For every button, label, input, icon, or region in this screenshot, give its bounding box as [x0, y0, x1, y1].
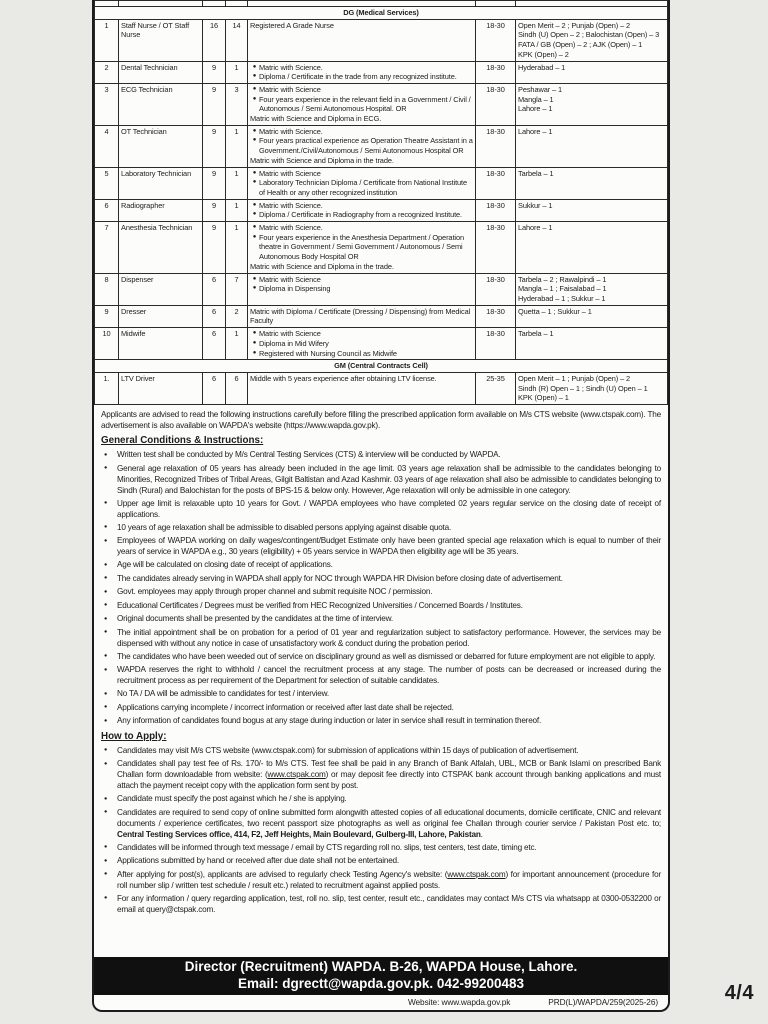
table-row [95, 61, 668, 83]
qualification-text: Matric with Science. [259, 126, 323, 136]
bullet-icon: ● [104, 602, 108, 609]
qualification-line [250, 275, 473, 285]
quota-line: Peshawar – 1 [518, 84, 562, 94]
instruction-item [104, 793, 661, 805]
qualification-text: Matric with Science. [259, 223, 323, 233]
qualification-line [250, 178, 473, 197]
bps-cell: 16 [203, 19, 226, 61]
instruction-item [104, 664, 661, 686]
advertisement-container [92, 0, 670, 1012]
qualification-cell [248, 125, 476, 167]
bullet-icon: ● [104, 561, 108, 568]
bullet-icon: ● [104, 575, 108, 582]
age-cell: 18-30 [476, 83, 516, 125]
qualification-cell [248, 61, 476, 83]
bullet-icon: ● [252, 201, 257, 208]
general-conditions-list [94, 449, 668, 729]
posts-cell: 2 [226, 305, 248, 327]
table-row [95, 199, 668, 221]
quota-line: Hyderabad – 1 ; Sukkur – 1 [518, 293, 606, 303]
qualification-line [250, 63, 473, 73]
table-section-header: DG (Medical Services) [95, 7, 668, 20]
instruction-item [104, 842, 661, 854]
qualification-line [250, 85, 473, 95]
qualification-text: Matric with Science [259, 84, 321, 94]
bullet-icon: ● [252, 275, 257, 282]
qualification-line [250, 339, 473, 349]
qualification-text: Matric with Science and Diploma in the trade. [250, 155, 394, 165]
sr-cell: 7 [95, 222, 119, 274]
quota-cell [516, 199, 668, 221]
table-section-header-row [95, 360, 668, 373]
quota-line: Tarbela – 1 [518, 329, 554, 339]
quota-line: Mangla – 1 [518, 94, 554, 104]
bullet-icon: ● [252, 179, 257, 186]
qualification-text: Matric with Science. [259, 200, 323, 210]
qualification-cell [248, 372, 476, 404]
qualification-cell [248, 83, 476, 125]
posts-cell: 3 [226, 83, 248, 125]
footer-website: Website: www.wapda.gov.pk [407, 997, 511, 1007]
footer-bar [94, 957, 668, 995]
bullet-icon: ● [104, 871, 108, 878]
quota-line: KPK (Open) – 2 [518, 49, 569, 59]
quota-cell [516, 167, 668, 199]
bullet-icon: ● [252, 137, 257, 144]
age-cell: 18-30 [476, 222, 516, 274]
instruction-item [104, 449, 661, 461]
qualification-text: Middle with 5 years experience after obtaining LTV license. [250, 373, 437, 383]
instruction-item [104, 688, 661, 700]
instruction-text: Applications carrying incomplete / incorrect information or received after last date shall be rejected. [117, 702, 454, 712]
instruction-text: No TA / DA will be admissible to candidates for test / interview. [117, 689, 329, 699]
bullet-icon: ● [252, 330, 257, 337]
instruction-text: Candidates may visit M/s CTS website (www.ctspak.com) for submission of applications within 15 days of publication of advertisement. [117, 745, 579, 755]
instruction-item [104, 893, 661, 915]
qualification-cell [248, 19, 476, 61]
how-to-apply-heading: How to Apply: [101, 730, 167, 742]
qualification-text: Matric with Science. [259, 62, 323, 72]
post-cell: Midwife [119, 328, 203, 360]
post-cell: Dispenser [119, 273, 203, 305]
how-to-apply-list [94, 745, 668, 917]
qualification-cell [248, 167, 476, 199]
qualification-text: Matric with Science [259, 274, 321, 284]
instruction-item [104, 745, 661, 757]
general-conditions-heading: General Conditions & Instructions: [101, 435, 264, 447]
age-cell: 18-30 [476, 199, 516, 221]
bullet-icon: ● [104, 588, 108, 595]
instruction-text: General age relaxation of 05 years has already been included in the age limit. 03 years age relaxation shall be admissible to the candidates belonging to Minorities, Recognized Tribes of Tribal Areas, Gilgit Baltistan and Azad Kashmir. 03 years of age relaxation shall also be admissible to candidates belonging to Sindh (Rural) and Balochistan for the posts of BPS-15 & below only. However, Age relaxation will only be admissible in one category. [117, 463, 661, 495]
qualification-line [250, 21, 473, 31]
instruction-item [104, 869, 661, 891]
qualification-text: Four years practical experience as Operation Theatre Assistant in a Government./Civil/Autonomous / Semi Autonomous Hospital OR [259, 136, 473, 156]
bullet-icon: ● [252, 285, 257, 292]
instruction-text: Govt. employees may apply through proper channel and submit requisite NOC / permission. [117, 587, 433, 597]
qualification-text: Matric with Science [259, 168, 321, 178]
quota-line: Quetta – 1 ; Sukkur – 1 [518, 306, 592, 316]
quota-line: Mangla – 1 ; Faisalabad – 1 [518, 284, 607, 294]
post-cell: Anesthesia Technician [119, 222, 203, 274]
page-number: 4/4 [724, 982, 754, 1004]
quota-cell [516, 273, 668, 305]
bullet-icon: ● [104, 717, 108, 724]
instruction-text: Candidates will be informed through text message / email by CTS regarding roll no. slips, test centers, test date, timing etc. [117, 842, 537, 852]
bullet-icon: ● [104, 666, 108, 673]
instruction-text: WAPDA reserves the right to withhold / cancel the recruitment process at any stage. The number of posts can be decreased or increased during the recruitment process as per requirement of the Department for selection of suitable candidates. [117, 665, 661, 686]
sr-cell: 1. [95, 372, 119, 404]
quota-line: Hyderabad – 1 [518, 62, 566, 72]
qualification-cell [248, 199, 476, 221]
bullet-icon: ● [252, 127, 257, 134]
footer-ref: PRD(L)/WAPDA/259(2025-26) [548, 997, 658, 1007]
posts-cell: 1 [226, 125, 248, 167]
sr-cell: 8 [95, 273, 119, 305]
bullet-icon: ● [104, 524, 108, 531]
table-row [95, 372, 668, 404]
age-cell: 25-35 [476, 372, 516, 404]
bullet-icon: ● [104, 760, 108, 767]
bps-cell: 6 [203, 328, 226, 360]
bullet-icon: ● [252, 95, 257, 102]
qualification-line [250, 284, 473, 294]
instruction-item [104, 855, 661, 867]
bullet-icon: ● [104, 857, 108, 864]
instruction-item [104, 758, 661, 791]
quota-line: Lahore – 1 [518, 126, 553, 136]
table-row [95, 328, 668, 360]
sr-cell: 6 [95, 199, 119, 221]
qualification-text: Matric with Science and Diploma in the trade. [250, 261, 394, 271]
quota-line: Tarbela – 2 ; Rawalpindi – 1 [518, 274, 607, 284]
instruction-item [104, 559, 661, 571]
posts-cell: 1 [226, 328, 248, 360]
bullet-icon: ● [252, 63, 257, 70]
instruction-text: Upper age limit is relaxable upto 10 years for Govt. / WAPDA employees who have completed 02 years regular service on the closing date of receipt of applications. [117, 498, 661, 519]
qualification-text: Four years experience in the relevant field in a Government / Civil / Autonomous / Semi Autonomous Hospital. OR [259, 94, 471, 114]
bullet-icon: ● [252, 169, 257, 176]
intro-paragraph: Applicants are advised to read the following instructions carefully before filling the prescribed application form available on M/s CTS website (www.ctspak.com). The advertisement is also available on WAPDA's website (https://www.wapda.gov.pk). [101, 410, 661, 431]
bullet-icon: ● [252, 233, 257, 240]
qualification-line [250, 307, 473, 326]
bullet-icon: ● [104, 629, 108, 636]
bullet-icon: ● [104, 747, 108, 754]
quota-line: Lahore – 1 [518, 223, 553, 233]
qualification-line [250, 169, 473, 179]
quota-cell [516, 61, 668, 83]
table-row [95, 167, 668, 199]
table-row [95, 222, 668, 274]
footer-small-row [94, 995, 668, 1010]
sr-cell: 1 [95, 19, 119, 61]
qualification-line [250, 201, 473, 211]
qualification-line [250, 127, 473, 137]
instruction-text: For any information / query regarding application, test, roll no. slip, test center, result etc., candidates may contact M/s CTS via whatsapp at 0300-0532200 or email at query@ctspak.com. [117, 893, 661, 914]
posts-cell: 7 [226, 273, 248, 305]
post-cell: Dresser [119, 305, 203, 327]
age-cell: 18-30 [476, 305, 516, 327]
qualification-line [250, 262, 473, 272]
instruction-text: The initial appointment shall be on probation for a period of 01 year and regularization subject to satisfactory performance. However, the services may be dispensed with without any notice in case of unsatisfactory work & conduct during the probation period. [117, 627, 661, 648]
qualification-cell [248, 305, 476, 327]
instruction-text: Candidates are required to send copy of online submitted form alongwith attested copies of all educational documents, domicile certificate, CNIC and relevant documents / experience certificates, two recent passport size photographs as well as original fee Challan through courier service / Pakistan Post etc. to; Central Testing Services office, 414, F2, Jeff Heights, Main Boulevard, Gulberg-III, Lahore, Pakistan. [117, 807, 661, 839]
bullet-icon: ● [104, 795, 108, 802]
instruction-item [104, 627, 661, 649]
qualification-line [250, 95, 473, 114]
sr-cell: 9 [95, 305, 119, 327]
posts-cell: 6 [226, 372, 248, 404]
qualification-text: Registered with Nursing Council as Midwife [259, 348, 397, 358]
quota-cell [516, 305, 668, 327]
instruction-item [104, 586, 661, 598]
qualification-line [250, 156, 473, 166]
posts-cell: 1 [226, 199, 248, 221]
qualification-text: Diploma in Dispensing [259, 284, 331, 294]
qualification-text: Four years experience in the Anesthesia Department / Operation theatre in Government / Semi Government / Autonomous / Semi Autonomous Body Hospital OR [259, 232, 464, 262]
table-section-header-row [95, 7, 668, 20]
instruction-text: Original documents shall be presented by the candidates at the time of interview. [117, 614, 393, 624]
qualification-cell [248, 222, 476, 274]
instruction-item [104, 535, 661, 557]
quota-line: Sindh (U) Open – 2 ; Balochistan (Open) – 3 [518, 30, 660, 40]
post-cell: OT Technician [119, 125, 203, 167]
posts-cell: 1 [226, 167, 248, 199]
bullet-icon: ● [104, 690, 108, 697]
bps-cell: 9 [203, 199, 226, 221]
qualification-text: Diploma in Mid Wifery [259, 338, 329, 348]
post-cell: ECG Technician [119, 83, 203, 125]
qualification-line [250, 136, 473, 155]
table-row [95, 273, 668, 305]
bps-cell: 9 [203, 61, 226, 83]
table-row [95, 305, 668, 327]
bullet-icon: ● [104, 615, 108, 622]
posts-cell: 14 [226, 19, 248, 61]
qualification-line [250, 233, 473, 262]
bps-cell: 6 [203, 372, 226, 404]
instruction-text: Any information of candidates found bogus at any stage during induction or later in service shall result in termination thereof. [117, 716, 542, 726]
bps-cell: 9 [203, 167, 226, 199]
instruction-text: Employees of WAPDA working on daily wages/contingent/Budget Estimate only have been granted special age relaxation which is equal to number of their years of service in WAPDA e.g., 30 years (eligibility) + 05 years service in WAPDA then eligibility age will be 35 years. [117, 536, 661, 557]
bullet-icon: ● [252, 211, 257, 218]
post-cell: LTV Driver [119, 372, 203, 404]
quota-cell [516, 328, 668, 360]
bullet-icon: ● [104, 653, 108, 660]
qualification-line [250, 349, 473, 359]
instruction-text: Educational Certificates / Degrees must be verified from HEC Recognized Universities / Concerned Boards / Institutes. [117, 600, 523, 610]
table-row [95, 19, 668, 61]
instruction-item [104, 807, 661, 840]
qualification-text: Diploma / Certificate in Radiography from a recognized Institute. [259, 210, 463, 220]
sr-cell: 2 [95, 61, 119, 83]
quota-cell [516, 83, 668, 125]
instruction-text: After applying for post(s), applicants are advised to regularly check Testing Agency's website: (www.ctspak.com) for important announcement (procedure for roll number slip / written test schedule / result etc.) related to recruitment against applied posts. [117, 869, 661, 890]
quota-cell [516, 372, 668, 404]
bullet-icon: ● [104, 500, 108, 507]
qualification-text: Matric with Science [259, 329, 321, 339]
instruction-text: Candidates shall pay test fee of Rs. 170/- to M/s CTS. Test fee shall be paid in any Branch of Bank Alfalah, UBL, MCB or Bank Islami on prescribed Bank Challan form downloadable from website: (www.ctspak.com) or may deposit fee directly into CTSPAK bank account through banking applications and must attach the payment receipt copy with the application form sent by post. [117, 759, 662, 791]
instruction-item [104, 613, 661, 625]
qualification-line [250, 114, 473, 124]
quota-line: FATA / GB (Open) – 2 ; AJK (Open) – 1 [518, 40, 643, 50]
sr-cell: 4 [95, 125, 119, 167]
instruction-text: Applications submitted by hand or received after due date shall not be entertained. [117, 856, 399, 866]
instruction-text: The candidates who have been weeded out of service on disciplinary ground as well as dismissed or debarred for future employment are not eligible to apply. [117, 651, 656, 661]
bullet-icon: ● [104, 809, 108, 816]
post-cell: Staff Nurse / OT Staff Nurse [119, 19, 203, 61]
age-cell: 18-30 [476, 19, 516, 61]
qualification-text: Matric with Diploma / Certificate (Dressing / Dispensing) from Medical Faculty [250, 306, 471, 326]
quota-cell [516, 19, 668, 61]
bullet-icon: ● [104, 844, 108, 851]
quota-line: Open Merit – 2 ; Punjab (Open) – 2 [518, 20, 631, 30]
qualification-line [250, 223, 473, 233]
instruction-item [104, 573, 661, 585]
bullet-icon: ● [104, 704, 108, 711]
quota-line: Sukkur – 1 [518, 200, 553, 210]
age-cell: 18-30 [476, 273, 516, 305]
quota-cell [516, 125, 668, 167]
posts-cell: 1 [226, 222, 248, 274]
instruction-item [104, 715, 661, 727]
table-section-header: GM (Central Contracts Cell) [95, 360, 668, 373]
instruction-item [104, 600, 661, 612]
instruction-text: 10 years of age relaxation shall be admissible to disabled persons applying against disable quota. [117, 522, 452, 532]
bullet-icon: ● [252, 85, 257, 92]
table-row [95, 83, 668, 125]
quota-line: Sindh (R) Open – 1 ; Sindh (U) Open – 1 [518, 383, 648, 393]
post-cell: Radiographer [119, 199, 203, 221]
quota-line: Lahore – 1 [518, 104, 553, 114]
bullet-icon: ● [104, 465, 108, 472]
qualification-text: Matric with Science and Diploma in ECG. [250, 114, 382, 124]
qualification-line [250, 374, 473, 384]
instruction-text: Candidate must specify the post against which he / she is applying. [117, 794, 347, 804]
quota-line: Open Merit – 1 ; Punjab (Open) – 2 [518, 373, 631, 383]
quota-cell [516, 222, 668, 274]
footer-line1: Director (Recruitment) WAPDA. B-26, WAPDA House, Lahore. [184, 959, 578, 974]
age-cell: 18-30 [476, 61, 516, 83]
bullet-icon: ● [252, 73, 257, 80]
bps-cell: 6 [203, 273, 226, 305]
sr-cell: 3 [95, 83, 119, 125]
instruction-item [104, 498, 661, 520]
bullet-icon: ● [252, 224, 257, 231]
age-cell: 18-30 [476, 125, 516, 167]
instruction-item [104, 702, 661, 714]
bps-cell: 9 [203, 125, 226, 167]
instruction-item [104, 651, 661, 663]
quota-line: Tarbela – 1 [518, 168, 554, 178]
qualification-cell [248, 328, 476, 360]
quota-line: KPK (Open) – 1 [518, 393, 569, 403]
instruction-text: Age will be calculated on closing date of receipt of applications. [117, 560, 333, 570]
bullet-icon: ● [104, 451, 108, 458]
qualification-cell [248, 273, 476, 305]
bps-cell: 9 [203, 83, 226, 125]
qualification-line [250, 210, 473, 220]
footer-line2: Email: dgrectt@wapda.gov.pk. 042-99200483 [237, 975, 525, 991]
sr-cell: 5 [95, 167, 119, 199]
posts-cell: 1 [226, 61, 248, 83]
recruitment-table [94, 0, 668, 405]
qualification-line [250, 72, 473, 82]
table-row [95, 125, 668, 167]
bullet-icon: ● [252, 339, 257, 346]
bps-cell: 9 [203, 222, 226, 274]
bullet-icon: ● [104, 537, 108, 544]
bullet-icon: ● [104, 895, 108, 902]
post-cell: Laboratory Technician [119, 167, 203, 199]
qualification-text: Diploma / Certificate in the trade from any recognized institute. [259, 72, 457, 82]
qualification-text: Laboratory Technician Diploma / Certificate from National Institute of Health or any other recognized institution [259, 178, 468, 197]
bullet-icon: ● [252, 349, 257, 356]
age-cell: 18-30 [476, 328, 516, 360]
post-cell: Dental Technician [119, 61, 203, 83]
instruction-text: Written test shall be conducted by M/s Central Testing Services (CTS) & interview will be conducted by WAPDA. [117, 450, 501, 460]
sr-cell: 10 [95, 328, 119, 360]
instruction-text: The candidates already serving in WAPDA shall apply for NOC through WAPDA HR Division before closing date of advertisement. [117, 573, 563, 583]
instruction-item [104, 463, 661, 496]
bps-cell: 6 [203, 305, 226, 327]
age-cell: 18-30 [476, 167, 516, 199]
qualification-text: Registered A Grade Nurse [250, 20, 334, 30]
qualification-line [250, 329, 473, 339]
instruction-item [104, 522, 661, 534]
